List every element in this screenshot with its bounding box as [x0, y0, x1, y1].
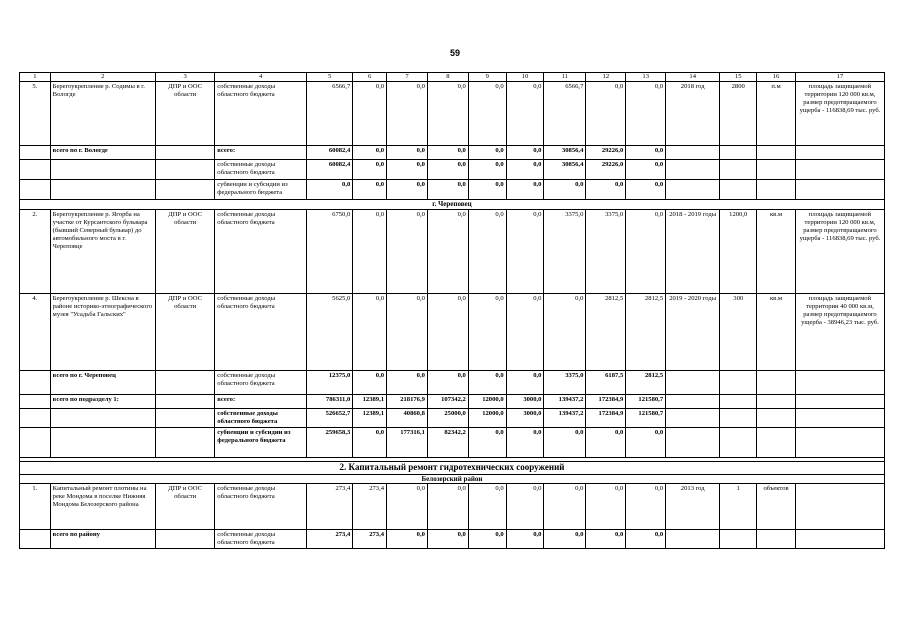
empty-cell [795, 408, 884, 427]
empty-cell [795, 394, 884, 408]
empty-cell [795, 160, 884, 180]
header-cell: 8 [427, 73, 468, 82]
value-cell: 30856,4 [544, 160, 586, 180]
header-row [20, 73, 885, 82]
value-cell: 30856,4 [544, 146, 586, 160]
empty-cell [757, 530, 796, 549]
value-cell: 0,0 [353, 370, 387, 394]
empty-cell [666, 370, 720, 394]
empty-cell [666, 160, 720, 180]
table-row [20, 209, 885, 293]
quantity-cell: 1200,0 [720, 209, 757, 293]
period-cell: 2019 - 2020 годы [666, 293, 720, 370]
value-cell: 0,0 [353, 160, 387, 180]
empty-cell [666, 408, 720, 427]
empty-cell [795, 530, 884, 549]
empty-cell [50, 427, 155, 457]
effect-cell: площадь защищаемой территории 40 000 кв.м, размер предотвращаемого ущерба - 38946,23 тыс. руб. [795, 293, 884, 370]
empty-cell [20, 530, 51, 549]
value-cell: 3000,0 [506, 408, 544, 427]
value-cell: 0,0 [626, 82, 666, 146]
table-row [20, 146, 885, 160]
value-cell: 0,0 [468, 180, 506, 200]
value-cell: 5625,0 [307, 293, 353, 370]
table-row [20, 427, 885, 457]
value-cell: 2812,5 [626, 293, 666, 370]
page-number: 59 [449, 48, 460, 58]
city-title: г. Череповец [20, 200, 885, 210]
section-title: 2. Капитальный ремонт гидротехнических сооружений [20, 461, 885, 474]
header-cell: 17 [795, 73, 884, 82]
period-cell: 2013 год [666, 484, 720, 530]
empty-cell [20, 394, 51, 408]
table-row [20, 200, 885, 210]
object-name: Берегоукрепление р. Содимы в г. Вологде [50, 82, 155, 146]
empty-cell [666, 180, 720, 200]
value-cell: 172384,9 [586, 394, 626, 408]
empty-cell [720, 530, 757, 549]
funding-source: всего: [215, 146, 307, 160]
value-cell: 273,4 [353, 484, 387, 530]
empty-cell [155, 530, 214, 549]
empty-cell [155, 394, 214, 408]
period-cell: 2018 год [666, 82, 720, 146]
value-cell: 3000,0 [506, 394, 544, 408]
empty-cell [757, 394, 796, 408]
value-cell: 0,0 [427, 180, 468, 200]
empty-cell [50, 160, 155, 180]
value-cell: 0,0 [626, 484, 666, 530]
table-row [20, 180, 885, 200]
header-cell: 10 [506, 73, 544, 82]
quantity-cell: 2800 [720, 82, 757, 146]
total-label: всего по району [50, 530, 155, 549]
value-cell: 0,0 [468, 293, 506, 370]
funding-source: собственные доходы областного бюджета [215, 293, 307, 370]
value-cell: 0,0 [506, 484, 544, 530]
value-cell: 0,0 [586, 82, 626, 146]
empty-cell [720, 408, 757, 427]
value-cell: 0,0 [427, 146, 468, 160]
value-cell: 0,0 [427, 370, 468, 394]
value-cell: 0,0 [427, 293, 468, 370]
value-cell: 29226,0 [586, 160, 626, 180]
value-cell: 12000,0 [468, 408, 506, 427]
value-cell: 139437,2 [544, 408, 586, 427]
value-cell: 0,0 [427, 82, 468, 146]
value-cell: 0,0 [626, 209, 666, 293]
empty-cell [720, 427, 757, 457]
empty-cell [720, 180, 757, 200]
value-cell: 6566,7 [544, 82, 586, 146]
funding-source: собственные доходы областного бюджета [215, 370, 307, 394]
empty-cell [720, 370, 757, 394]
table-row [20, 293, 885, 370]
value-cell: 12000,0 [468, 394, 506, 408]
header-cell: 14 [666, 73, 720, 82]
value-cell: 0,0 [387, 180, 428, 200]
unit-cell: объектов [757, 484, 796, 530]
header-cell: 13 [626, 73, 666, 82]
value-cell: 0,0 [506, 427, 544, 457]
object-name: Берегоукрепление р. Шексна в районе историко-этнографического музея "Усадьба Гальских" [50, 293, 155, 370]
object-name: Капитальный ремонт плотины на реке Мондома в поселке Нижняя Мондома Белозерского района [50, 484, 155, 530]
header-cell: 4 [215, 73, 307, 82]
value-cell: 0,0 [387, 82, 428, 146]
header-cell: 5 [307, 73, 353, 82]
district-title: Белозерский район [20, 474, 885, 484]
value-cell: 526652,7 [307, 408, 353, 427]
value-cell: 0,0 [353, 293, 387, 370]
empty-cell [757, 146, 796, 160]
empty-cell [720, 394, 757, 408]
value-cell: 0,0 [506, 146, 544, 160]
value-cell: 12389,1 [353, 394, 387, 408]
funding-source: собственные доходы областного бюджета [215, 209, 307, 293]
empty-cell [666, 394, 720, 408]
value-cell: 82342,2 [427, 427, 468, 457]
value-cell: 2812,5 [626, 370, 666, 394]
empty-cell [20, 408, 51, 427]
header-cell: 16 [757, 73, 796, 82]
value-cell: 121580,7 [626, 408, 666, 427]
effect-cell [795, 484, 884, 530]
value-cell: 0,0 [427, 484, 468, 530]
value-cell: 0,0 [468, 146, 506, 160]
value-cell: 60082,4 [307, 160, 353, 180]
empty-cell [757, 370, 796, 394]
value-cell: 0,0 [353, 180, 387, 200]
value-cell: 0,0 [544, 427, 586, 457]
value-cell: 0,0 [506, 82, 544, 146]
funding-source: собственные доходы областного бюджета [215, 82, 307, 146]
value-cell: 0,0 [353, 146, 387, 160]
value-cell: 0,0 [586, 180, 626, 200]
empty-cell [20, 180, 51, 200]
empty-cell [757, 160, 796, 180]
empty-cell [795, 180, 884, 200]
empty-cell [20, 370, 51, 394]
unit-cell: кв.м [757, 209, 796, 293]
value-cell: 0,0 [506, 530, 544, 549]
effect-cell: площадь защищаемой территории 120 000 кв.м, размер предотвращаемого ущерба - 116838,69 тыс. руб. [795, 82, 884, 146]
executor: ДПР и ООС области [155, 209, 214, 293]
value-cell: 139437,2 [544, 394, 586, 408]
effect-cell: площадь защищаемой территории 120 000 кв.м, размер предотвращаемого ущерба - 116838,69 тыс. руб. [795, 209, 884, 293]
empty-cell [757, 427, 796, 457]
empty-cell [155, 146, 214, 160]
table-row [20, 394, 885, 408]
empty-cell [50, 408, 155, 427]
empty-cell [155, 180, 214, 200]
empty-cell [720, 160, 757, 180]
value-cell: 25000,0 [427, 408, 468, 427]
empty-cell [20, 146, 51, 160]
value-cell: 0,0 [468, 160, 506, 180]
empty-cell [155, 408, 214, 427]
value-cell: 0,0 [506, 160, 544, 180]
funding-source: собственные доходы областного бюджета [215, 408, 307, 427]
empty-cell [795, 370, 884, 394]
table-row [20, 461, 885, 474]
header-cell: 15 [720, 73, 757, 82]
funding-source: собственные доходы областного бюджета [215, 530, 307, 549]
value-cell: 0,0 [387, 484, 428, 530]
header-cell: 3 [155, 73, 214, 82]
empty-cell [666, 427, 720, 457]
value-cell: 0,0 [427, 530, 468, 549]
value-cell: 218176,9 [387, 394, 428, 408]
value-cell: 107342,2 [427, 394, 468, 408]
value-cell: 0,0 [387, 209, 428, 293]
value-cell: 12375,0 [307, 370, 353, 394]
budget-table [19, 72, 885, 549]
value-cell: 12389,1 [353, 408, 387, 427]
value-cell: 0,0 [506, 209, 544, 293]
value-cell: 0,0 [506, 293, 544, 370]
unit-cell: п.м [757, 82, 796, 146]
value-cell: 6187,5 [586, 370, 626, 394]
value-cell: 0,0 [506, 180, 544, 200]
value-cell: 259658,3 [307, 427, 353, 457]
value-cell: 29226,0 [586, 146, 626, 160]
value-cell: 273,4 [307, 484, 353, 530]
table-row [20, 82, 885, 146]
funding-source: всего: [215, 394, 307, 408]
value-cell: 0,0 [468, 427, 506, 457]
empty-cell [155, 370, 214, 394]
unit-cell: кв.м [757, 293, 796, 370]
value-cell: 3375,0 [586, 209, 626, 293]
empty-cell [795, 146, 884, 160]
row-number: 2. [20, 209, 51, 293]
funding-source: субвенции и субсидии из федерального бюджета [215, 180, 307, 200]
value-cell: 6566,7 [307, 82, 353, 146]
executor: ДПР и ООС области [155, 293, 214, 370]
value-cell: 0,0 [387, 530, 428, 549]
header-cell: 11 [544, 73, 586, 82]
value-cell: 0,0 [544, 293, 586, 370]
funding-source: собственные доходы областного бюджета [215, 160, 307, 180]
table-row [20, 370, 885, 394]
value-cell: 0,0 [387, 160, 428, 180]
value-cell: 0,0 [626, 160, 666, 180]
empty-cell [155, 160, 214, 180]
executor: ДПР и ООС области [155, 484, 214, 530]
empty-cell [757, 408, 796, 427]
value-cell: 0,0 [468, 82, 506, 146]
value-cell: 0,0 [506, 370, 544, 394]
empty-cell [666, 530, 720, 549]
value-cell: 0,0 [387, 146, 428, 160]
period-cell: 2018 - 2019 годы [666, 209, 720, 293]
value-cell: 0,0 [468, 530, 506, 549]
value-cell: 0,0 [387, 370, 428, 394]
value-cell: 60082,4 [307, 146, 353, 160]
header-cell: 9 [468, 73, 506, 82]
row-number: 1. [20, 484, 51, 530]
executor: ДПР и ООС области [155, 82, 214, 146]
value-cell: 121580,7 [626, 394, 666, 408]
quantity-cell: 300 [720, 293, 757, 370]
empty-cell [795, 427, 884, 457]
header-cell: 2 [50, 73, 155, 82]
empty-cell [720, 146, 757, 160]
header-cell: 7 [387, 73, 428, 82]
value-cell: 0,0 [586, 530, 626, 549]
value-cell: 0,0 [468, 370, 506, 394]
table-row [20, 484, 885, 530]
total-label: всего по подразделу 1: [50, 394, 155, 408]
value-cell: 40860,8 [387, 408, 428, 427]
value-cell: 0,0 [307, 180, 353, 200]
table-row [20, 408, 885, 427]
total-label: всего по г. Вологде [50, 146, 155, 160]
value-cell: 0,0 [626, 180, 666, 200]
value-cell: 3375,0 [544, 370, 586, 394]
value-cell: 0,0 [586, 484, 626, 530]
value-cell: 0,0 [468, 484, 506, 530]
value-cell: 0,0 [427, 209, 468, 293]
value-cell: 0,0 [544, 484, 586, 530]
value-cell: 0,0 [353, 427, 387, 457]
header-cell: 12 [586, 73, 626, 82]
value-cell: 0,0 [387, 293, 428, 370]
empty-cell [20, 160, 51, 180]
object-name: Берегоукрепление р. Ягорба на участке от Курсантского бульвара (бывший Северный бульвар) до автомобильного моста в г. Череповце [50, 209, 155, 293]
table-row [20, 530, 885, 549]
funding-source: субвенции и субсидии из федерального бюджета [215, 427, 307, 457]
value-cell: 0,0 [626, 146, 666, 160]
empty-cell [757, 180, 796, 200]
empty-cell [666, 146, 720, 160]
value-cell: 172384,9 [586, 408, 626, 427]
header-cell: 1 [20, 73, 51, 82]
value-cell: 177316,1 [387, 427, 428, 457]
value-cell: 0,0 [626, 427, 666, 457]
value-cell: 3375,0 [544, 209, 586, 293]
value-cell: 0,0 [353, 82, 387, 146]
value-cell: 273,4 [307, 530, 353, 549]
value-cell: 0,0 [353, 209, 387, 293]
value-cell: 0,0 [544, 530, 586, 549]
value-cell: 6750,0 [307, 209, 353, 293]
value-cell: 0,0 [544, 180, 586, 200]
value-cell: 0,0 [468, 209, 506, 293]
row-number: 5. [20, 82, 51, 146]
quantity-cell: 1 [720, 484, 757, 530]
value-cell: 273,4 [353, 530, 387, 549]
row-number: 4. [20, 293, 51, 370]
funding-source: собственные доходы областного бюджета [215, 484, 307, 530]
table-row [20, 160, 885, 180]
total-label: всего по г. Череповец [50, 370, 155, 394]
header-cell: 6 [353, 73, 387, 82]
table-row [20, 474, 885, 484]
value-cell: 786311,0 [307, 394, 353, 408]
value-cell: 0,0 [586, 427, 626, 457]
empty-cell [20, 427, 51, 457]
value-cell: 2812,5 [586, 293, 626, 370]
value-cell: 0,0 [427, 160, 468, 180]
value-cell: 0,0 [626, 530, 666, 549]
empty-cell [50, 180, 155, 200]
empty-cell [155, 427, 214, 457]
